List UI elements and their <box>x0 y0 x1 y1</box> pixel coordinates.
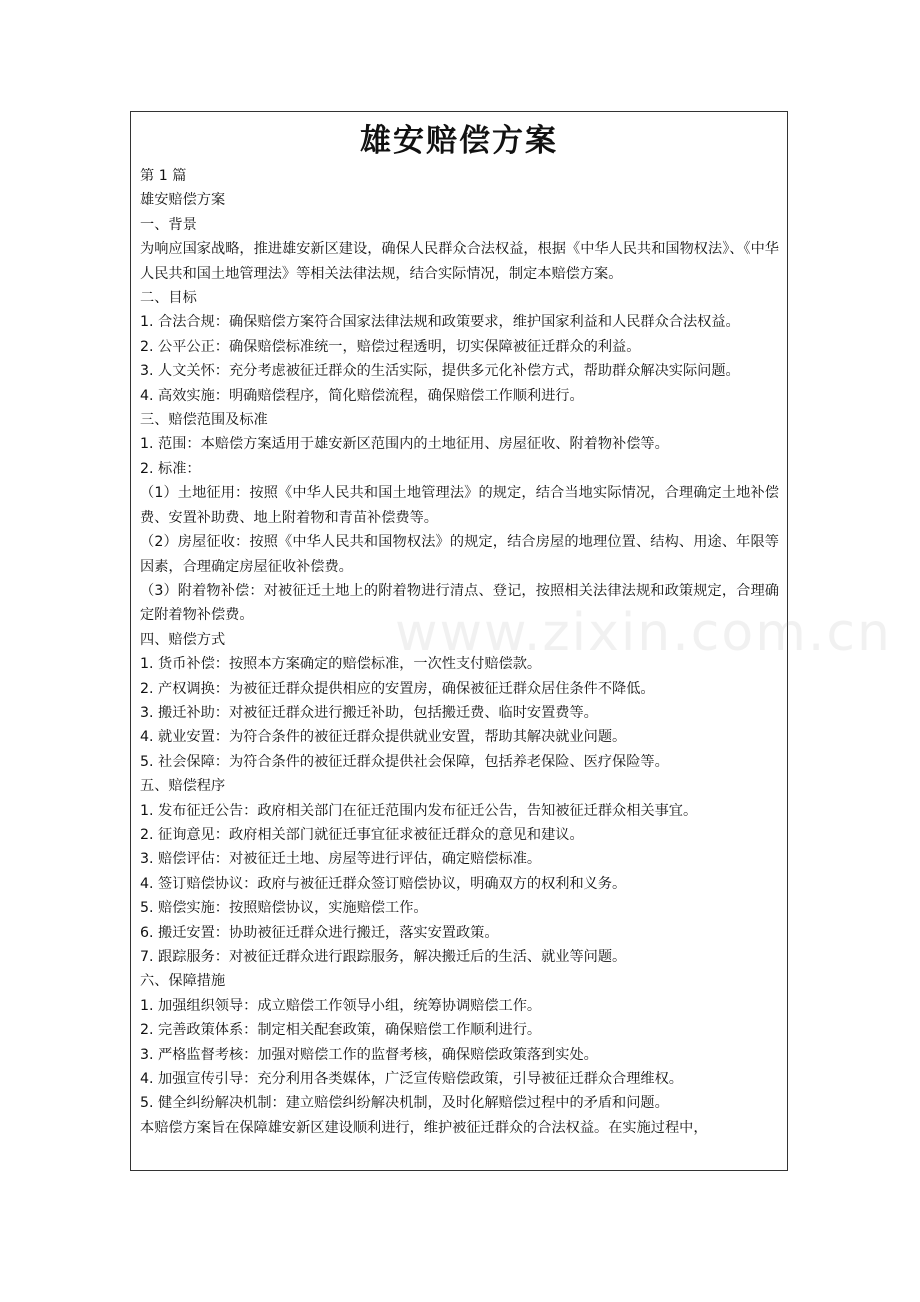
paragraph-line: 第 1 篇 <box>140 168 187 184</box>
paragraph-line: 7. 跟踪服务：对被征迁群众进行跟踪服务，解决搬迁后的生活、就业等问题。 <box>140 949 627 965</box>
paragraph-line: 4. 就业安置：为符合条件的被征迁群众提供就业安置，帮助其解决就业问题。 <box>140 729 627 746</box>
paragraph-line: 为响应国家战略，推进雄安新区建设，确保人民群众合法权益，根据《中华人民共和国物权法》、《中华人民共和国土地管理法》等相关法律法规，结合实际情况，制定本赔偿方案。 <box>140 241 779 282</box>
paragraph-line: 三、赔偿范围及标准 <box>140 412 268 429</box>
paragraph-line: 6. 搬迁安置：协助被征迁群众进行搬迁，落实安置政策。 <box>140 924 499 941</box>
paragraph-line: 5. 赔偿实施：按照赔偿协议，实施赔偿工作。 <box>140 900 428 917</box>
paragraph-line: 3. 搬迁补助：对被征迁群众进行搬迁补助，包括搬迁费、临时安置费等。 <box>140 704 598 721</box>
paragraph-line: 4. 签订赔偿协议：政府与被征迁群众签订赔偿协议，明确双方的权利和义务。 <box>140 875 627 892</box>
paragraph-line: 1. 发布征迁公告：政府相关部门在征迁范围内发布征迁公告，告知被征迁群众相关事宜。 <box>140 802 698 819</box>
paragraph-line: 3. 人文关怀：充分考虑被征迁群众的生活实际，提供多元化补偿方式，帮助群众解决实际问题。 <box>140 363 740 380</box>
paragraph-line: 1. 加强组织领导：成立赔偿工作领导小组，统筹协调赔偿工作。 <box>140 997 542 1014</box>
paragraph-line: 二、目标 <box>140 290 197 307</box>
paragraph-line: （1）土地征用：按照《中华人民共和国土地管理法》的规定，结合当地实际情况，合理确定土地补偿费、安置补助费、地上附着物和青苗补偿费等。 <box>140 485 779 526</box>
paragraph-line: 本赔偿方案旨在保障雄安新区建设顺利进行，维护被征迁群众的合法权益。在实施过程中， <box>140 1119 708 1136</box>
paragraph-line: 一、背景 <box>140 216 197 233</box>
paragraph-line: 5. 健全纠纷解决机制：建立赔偿纠纷解决机制，及时化解赔偿过程中的矛盾和问题。 <box>140 1095 669 1112</box>
paragraph-line: （2）房屋征收：按照《中华人民共和国物权法》的规定，结合房屋的地理位置、结构、用途、年限等因素，合理确定房屋征收补偿费。 <box>140 534 779 575</box>
paragraph-line: 2. 征询意见：政府相关部门就征迁事宜征求被征迁群众的意见和建议。 <box>140 826 584 843</box>
paragraph-line: 1. 合法合规：确保赔偿方案符合国家法律法规和政策要求，维护国家利益和人民群众合法权益。 <box>140 314 740 331</box>
paragraph-line: 5. 社会保障：为符合条件的被征迁群众提供社会保障，包括养老保险、医疗保险等。 <box>140 753 669 770</box>
paragraph-line: 五、赔偿程序 <box>140 778 226 795</box>
paragraph-line: 3. 赔偿评估：对被征迁土地、房屋等进行评估，确定赔偿标准。 <box>140 851 542 868</box>
paragraph-line: 四、赔偿方式 <box>140 631 226 648</box>
document-title: 雄安赔偿方案 <box>360 123 558 159</box>
paragraph-line: 1. 货币补偿：按照本方案确定的赔偿标准，一次性支付赔偿款。 <box>140 656 542 673</box>
paragraph-line: 六、保障措施 <box>140 973 226 990</box>
paragraph-line: 2. 标准： <box>140 460 201 477</box>
watermark: www.zixin.com.cn <box>395 603 892 663</box>
paragraph-line: 3. 严格监督考核：加强对赔偿工作的监督考核，确保赔偿政策落到实处。 <box>140 1046 598 1063</box>
paragraph-line: 2. 完善政策体系：制定相关配套政策，确保赔偿工作顺利进行。 <box>140 1022 542 1039</box>
paragraph-line: 2. 产权调换：为被征迁群众提供相应的安置房，确保被征迁群众居住条件不降低。 <box>140 680 655 697</box>
paragraph-line: （3）附着物补偿：对被征迁土地上的附着物进行清点、登记，按照相关法律法规和政策规定，合理确定附着物补偿费。 <box>140 582 779 624</box>
paragraph-line: 雄安赔偿方案 <box>140 192 226 209</box>
paragraph-line: 2. 公平公正：确保赔偿标准统一，赔偿过程透明，切实保障被征迁群众的利益。 <box>140 338 641 355</box>
document-body <box>131 164 787 1140</box>
paragraph-line: 4. 高效实施：明确赔偿程序，简化赔偿流程，确保赔偿工作顺利进行。 <box>140 387 584 404</box>
document-frame <box>130 111 788 1171</box>
paragraph-line: 4. 加强宣传引导：充分利用各类媒体，广泛宣传赔偿政策，引导被征迁群众合理维权。 <box>140 1071 683 1088</box>
paragraph-line: 1. 范围：本赔偿方案适用于雄安新区范围内的土地征用、房屋征收、附着物补偿等。 <box>140 436 669 453</box>
